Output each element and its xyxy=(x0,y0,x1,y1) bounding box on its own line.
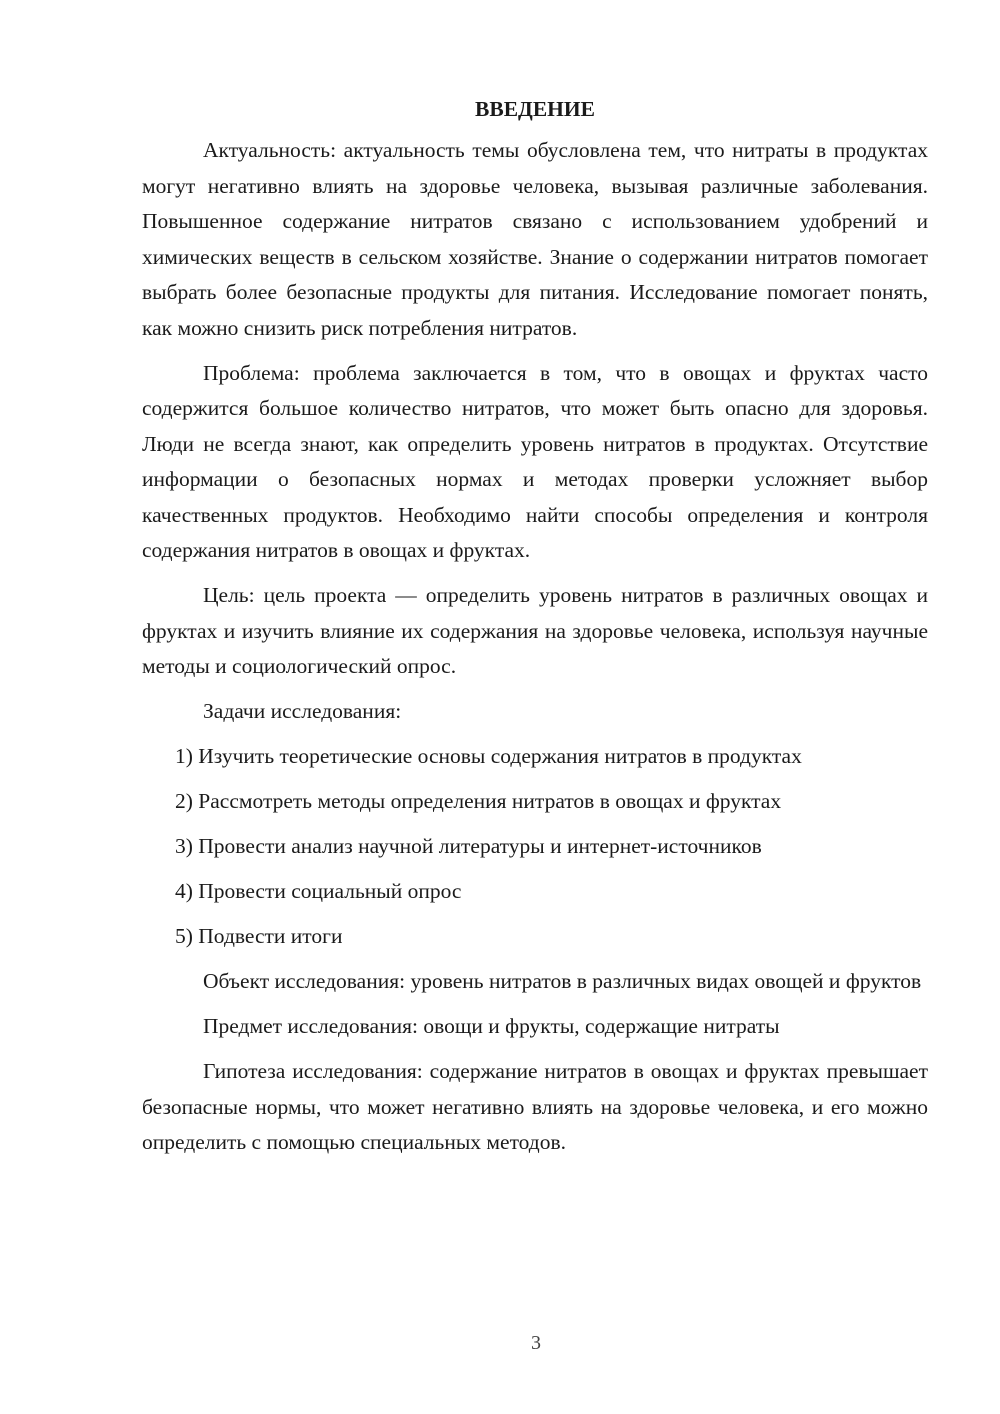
paragraph-object: Объект исследования: уровень нитратов в различных видах овощей и фруктов xyxy=(203,969,922,993)
task-item-2: 2) Рассмотреть методы определения нитратов в овощах и фруктах xyxy=(175,789,782,813)
task-item-3: 3) Провести анализ научной литературы и интернет-источников xyxy=(175,834,762,858)
paragraph-goal: Цель: цель проекта — определить уровень нитратов в различных овощах и фруктах и изучить влияние их содержания на здоровье человека, используя научные методы и социологический опрос. xyxy=(142,583,928,678)
page-number: 3 xyxy=(531,1332,541,1354)
paragraph-problem: Проблема: проблема заключается в том, что в овощах и фруктах часто содержится большое количество нитратов, что может быть опасно для здоровья. Люди не всегда знают, как определить уровень нитратов в продуктах. Отсутствие информации о безопасных нормах и методах проверки усложняет выбор качественных продуктов. Необходимо найти способы определения и контроля содержания нитратов в овощах и фруктах. xyxy=(142,360,928,562)
page-title: ВВЕДЕНИЕ xyxy=(475,97,595,121)
task-item-1: 1) Изучить теоретические основы содержания нитратов в продуктах xyxy=(175,744,802,768)
tasks-title: Задачи исследования: xyxy=(203,699,402,723)
paragraph-relevance: Актуальность: актуальность темы обусловлена тем, что нитраты в продуктах могут негативно влиять на здоровье человека, вызывая различные заболевания. Повышенное содержание нитратов связано с использованием удобрений и химических веществ в сельском хозяйстве. Знание о содержании нитратов помогает выбрать более безопасные продукты для питания. Исследование помогает понять, как можно снизить риск потребления нитратов. xyxy=(142,138,928,340)
document-page xyxy=(142,92,928,1170)
task-list xyxy=(142,739,928,955)
paragraph-hypothesis: Гипотеза исследования: содержание нитратов в овощах и фруктах превышает безопасные нормы, что может негативно влиять на здоровье человека, и его можно определить с помощью специальных методов. xyxy=(142,1059,928,1154)
paragraph-subject: Предмет исследования: овощи и фрукты, содержащие нитраты xyxy=(203,1014,780,1038)
task-item-4: 4) Провести социальный опрос xyxy=(175,879,462,903)
task-item-5: 5) Подвести итоги xyxy=(175,924,343,948)
